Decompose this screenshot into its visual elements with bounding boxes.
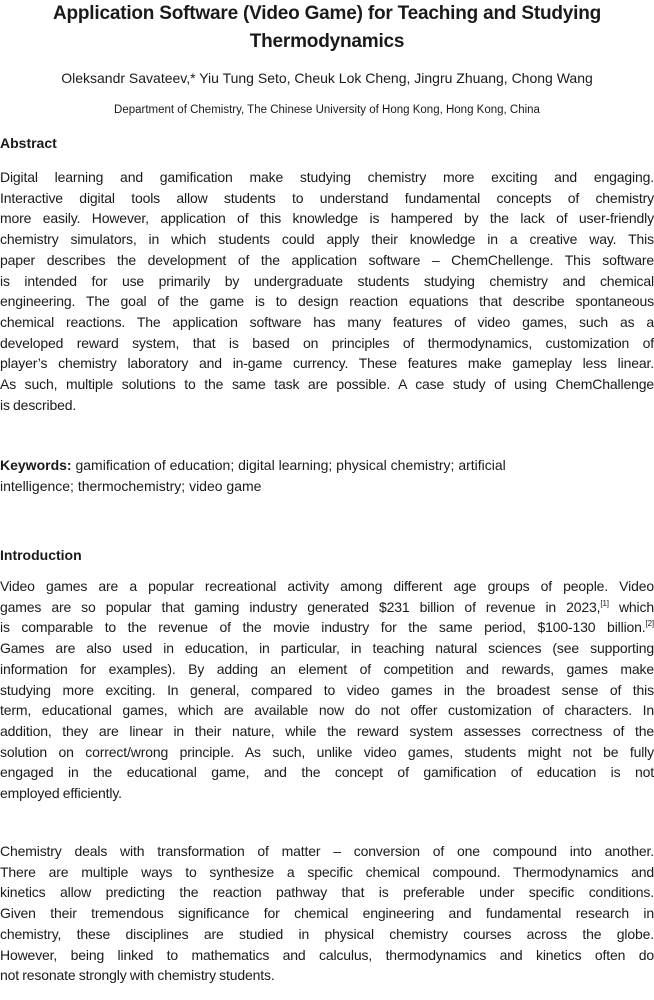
keywords-line-1 (0, 455, 654, 476)
abstract-line: more easily. However, application of this knowledge is hampered by the lack of user-friendly (0, 210, 654, 227)
intro-line-text: is comparable to the revenue of the movie industry for the same period, $100-130 billion. (0, 619, 646, 636)
keywords (0, 455, 654, 497)
intro-line (0, 597, 654, 618)
keywords-line-2: intelligence; thermochemistry; video game (0, 478, 262, 494)
intro-line: information for examples). By adding an element of competition and rewards, games make (0, 660, 654, 677)
intro-line: Video games are a popular recreational activity among different age groups of people. Video (0, 578, 654, 594)
intro-line: Given their tremendous significance for chemical engineering and fundamental research in (0, 905, 654, 922)
intro-line: not resonate strongly with chemistry students. (0, 967, 275, 984)
abstract-line: is intended for use primarily by undergraduate students studying chemistry and chemical (0, 272, 654, 289)
intro-line: engaged in the educational game, and the concept of gamification of education is not (0, 764, 654, 781)
author-list: Oleksandr Savateev,* Yiu Tung Seto, Cheuk Lok Cheng, Jingru Zhuang, Chong Wang (61, 70, 593, 86)
intro-line: kinetics allow predicting the reaction pathway that is preferable under specific conditions. (0, 884, 654, 901)
abstract-line: player’s chemistry laboratory and in-game currency. These features make gameplay less linear. (0, 355, 654, 372)
intro-line: There are multiple ways to synthesize a specific chemical compound. Thermodynamics and (0, 863, 654, 880)
intro-line: addition, they are linear in their nature, while the reward system assesses correctness of the (0, 722, 654, 739)
intro-line-text: games are so popular that gaming industry generated $231 billion of revenue in 2023, (0, 598, 601, 615)
keywords-label: Keywords: (0, 457, 72, 473)
intro-line: Games are also used in education, in particular, in teaching natural sciences (see supporting (0, 640, 654, 657)
paper-title-line-1: Application Software (Video Game) for Teaching and Studying (52, 3, 602, 24)
introduction-paragraph-1 (0, 576, 654, 804)
abstract-line: Digital learning and gamification make studying chemistry more exciting and engaging. (0, 169, 654, 185)
introduction-heading: Introduction (0, 547, 82, 563)
intro-line: studying more exciting. In general, compared to video games in the broadest sense of this (0, 681, 654, 698)
intro-line: However, being linked to mathematics and calculus, thermodynamics and kinetics often do (0, 946, 654, 963)
intro-line: term, educational games, which are available now do not offer customization of characters. In (0, 702, 654, 719)
abstract-line: Interactive digital tools allow students to understand fundamental concepts of chemistry (0, 189, 654, 206)
author-affiliation: Department of Chemistry, The Chinese University of Hong Kong, Hong Kong, China (114, 104, 540, 116)
abstract-line: As such, multiple solutions to the same task are possible. A case study of using ChemChallenge (0, 376, 654, 393)
intro-line (0, 617, 654, 638)
abstract-line: paper describes the development of the application software – ChemChellenge. This software (0, 251, 654, 268)
citation-ref-1[interactable]: [1] (600, 598, 609, 608)
paper-title (0, 0, 654, 56)
intro-line: chemistry, these disciplines are studied in physical chemistry courses across the globe. (0, 925, 654, 942)
introduction-paragraph-2 (0, 841, 654, 986)
abstract-line: developed reward system, that is based on principles of thermodynamics, customization of (0, 334, 654, 351)
intro-line: Chemistry deals with transformation of matter – conversion of one compound into another. (0, 843, 654, 859)
abstract-line: chemistry simulators, in which students could apply their knowledge in a creative way. This (0, 231, 654, 248)
keywords-text-1: gamification of education; digital learning; physical chemistry; artificial (71, 457, 506, 473)
intro-line: employed efficiently. (0, 785, 122, 802)
intro-line-text: which (608, 598, 654, 615)
abstract-line: chemical reactions. The application software has many features of video games, such as a (0, 313, 654, 330)
intro-line: solution on correct/wrong principle. As such, unlike video games, students might not be fully (0, 743, 654, 760)
abstract-line: engineering. The goal of the game is to design reaction equations that describe spontaneous (0, 293, 654, 310)
paper-title-line-2: Thermodynamics (249, 31, 405, 52)
abstract-text (0, 167, 654, 415)
abstract-line: is described. (0, 396, 77, 413)
abstract-heading: Abstract (0, 135, 57, 151)
citation-ref-2[interactable]: [2] (645, 619, 654, 629)
